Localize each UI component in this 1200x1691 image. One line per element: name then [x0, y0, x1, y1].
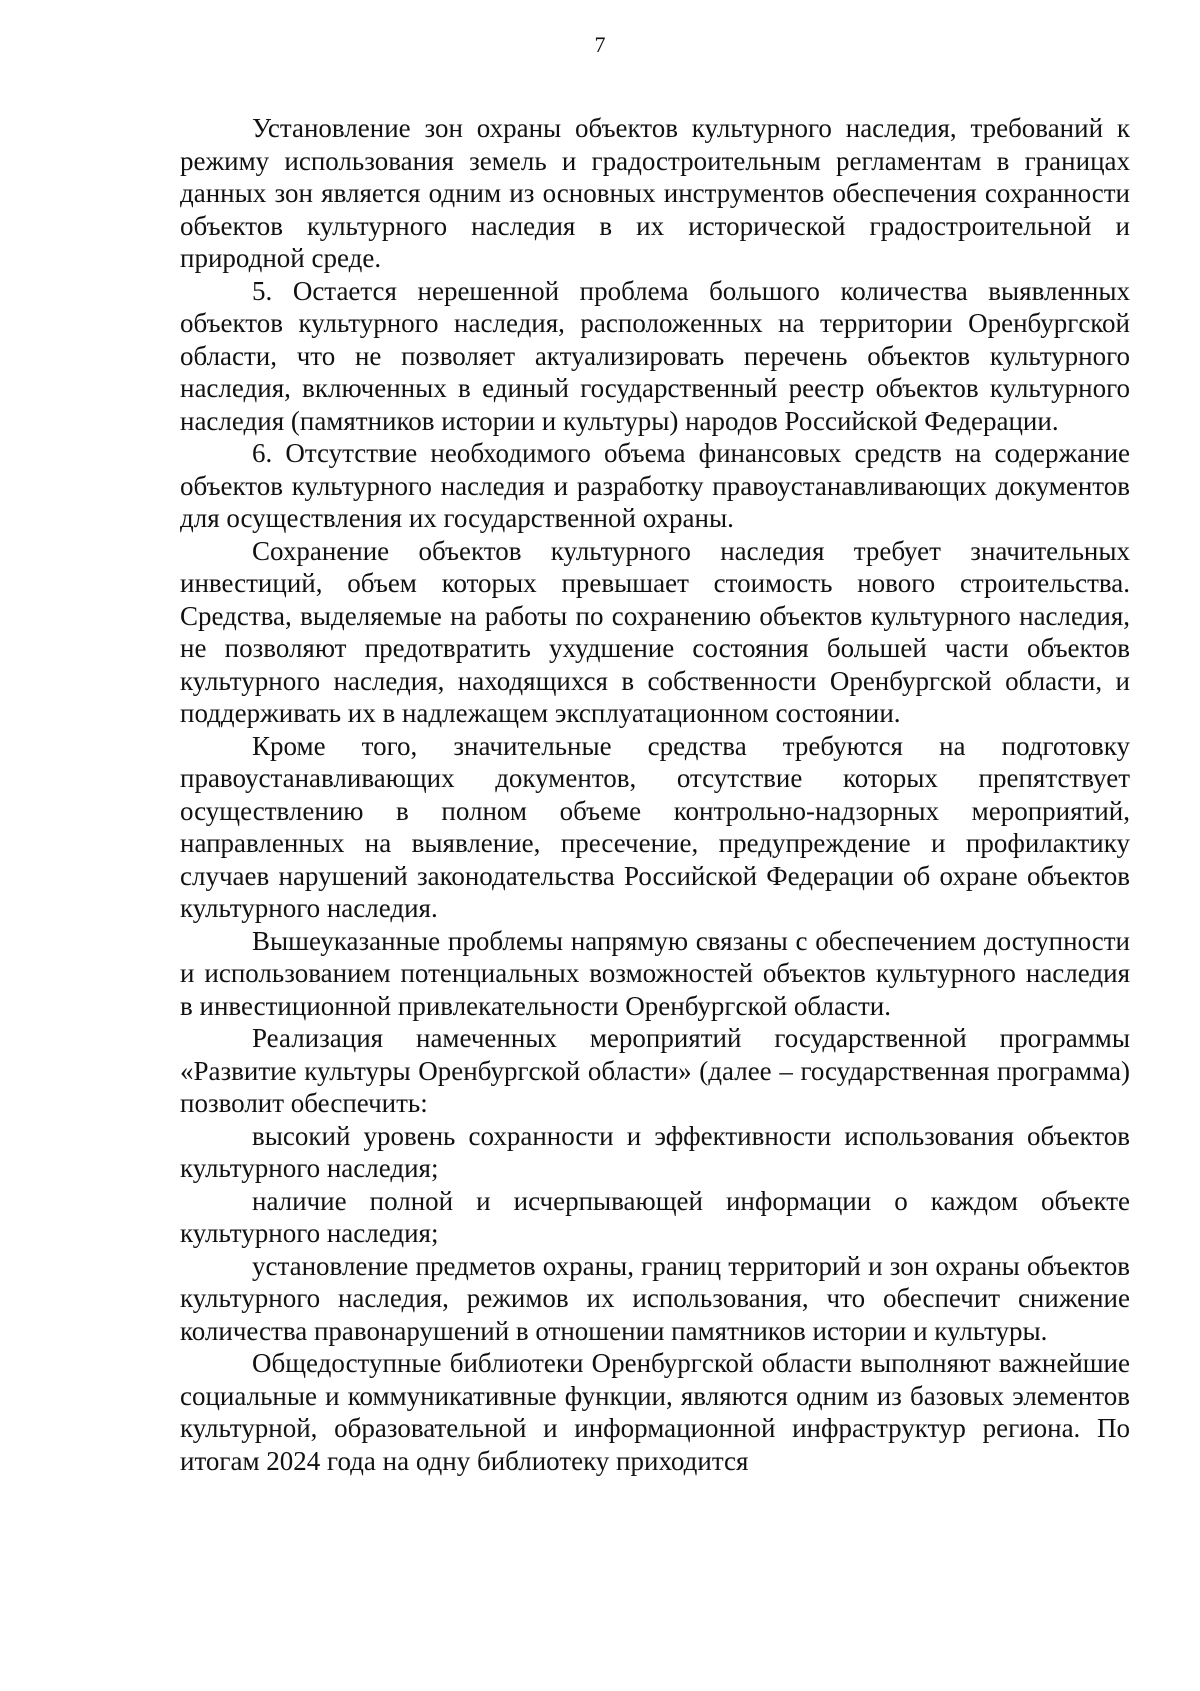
- paragraph-outcome-2: наличие полной и исчерпывающей информации о каждом объекте культурного наследия;: [180, 1185, 1130, 1248]
- paragraph-program-intro: Реализация намеченных мероприятий государственной программы «Развитие культуры Оренбургской области» (далее – государственная программа) позволит обеспечить:: [180, 1023, 1130, 1118]
- paragraph-item-6: 6. Отсутствие необходимого объема финансовых средств на содержание объектов культурного наследия и разработку правоустанавливающих документов для осуществления их государственной охраны.: [180, 438, 1130, 533]
- paragraph-heritage-zones: Установление зон охраны объектов культурного наследия, требований к режиму использования земель и градостроительным регламентам в границах данных зон является одним из основных инструментов обеспечения сохранности объектов культурного наследия в их исторической градостроительной и природной среде.: [180, 113, 1130, 273]
- document-body: [180, 112, 1130, 1477]
- paragraph-outcome-1: высокий уровень сохранности и эффективности использования объектов культурного наследия;: [180, 1120, 1130, 1183]
- paragraph-legal-documents: Кроме того, значительные средства требуются на подготовку правоустанавливающих документов, отсутствие которых препятствует осуществлению в полном объеме контрольно-надзорных мероприятий, направленных на выявление, пресечение, предупреждение и профилактику случаев нарушений законодательства Российской Федерации об охране объектов культурного наследия.: [180, 730, 1130, 923]
- paragraph-outcome-3: установление предметов охраны, границ территорий и зон охраны объектов культурного наследия, режимов их использования, что обеспечит снижение количества правонарушений в отношении памятников истории и культуры.: [180, 1250, 1130, 1346]
- page-number: 7: [594, 32, 606, 57]
- paragraph-accessibility: Вышеуказанные проблемы напрямую связаны с обеспечением доступности и использованием потенциальных возможностей объектов культурного наследия в инвестиционной привлекательности Оренбургской области.: [180, 925, 1130, 1021]
- paragraph-libraries: Общедоступные библиотеки Оренбургской области выполняют важнейшие социальные и коммуникативные функции, являются одним из базовых элементов культурной, образовательной и информационной инфраструктур региона. По итогам 2024 года на одну библиотеку приходится: [180, 1348, 1130, 1476]
- paragraph-item-5: 5. Остается нерешенной проблема большого количества выявленных объектов культурного наследия, расположенных на территории Оренбургской области, что не позволяет актуализировать перечень объектов культурного наследия, включенных в единый государственный реестр объектов культурного наследия (памятников истории и культуры) народов Российской Федерации.: [180, 275, 1130, 436]
- paragraph-preservation-costs: Сохранение объектов культурного наследия требует значительных инвестиций, объем которых превышает стоимость нового строительства. Средства, выделяемые на работы по сохранению объектов культурного наследия, не позволяют предотвратить ухудшение состояния большей части объектов культурного наследия, находящихся в собственности Оренбургской области, и поддерживать их в надлежащем эксплуатационном состоянии.: [180, 535, 1130, 728]
